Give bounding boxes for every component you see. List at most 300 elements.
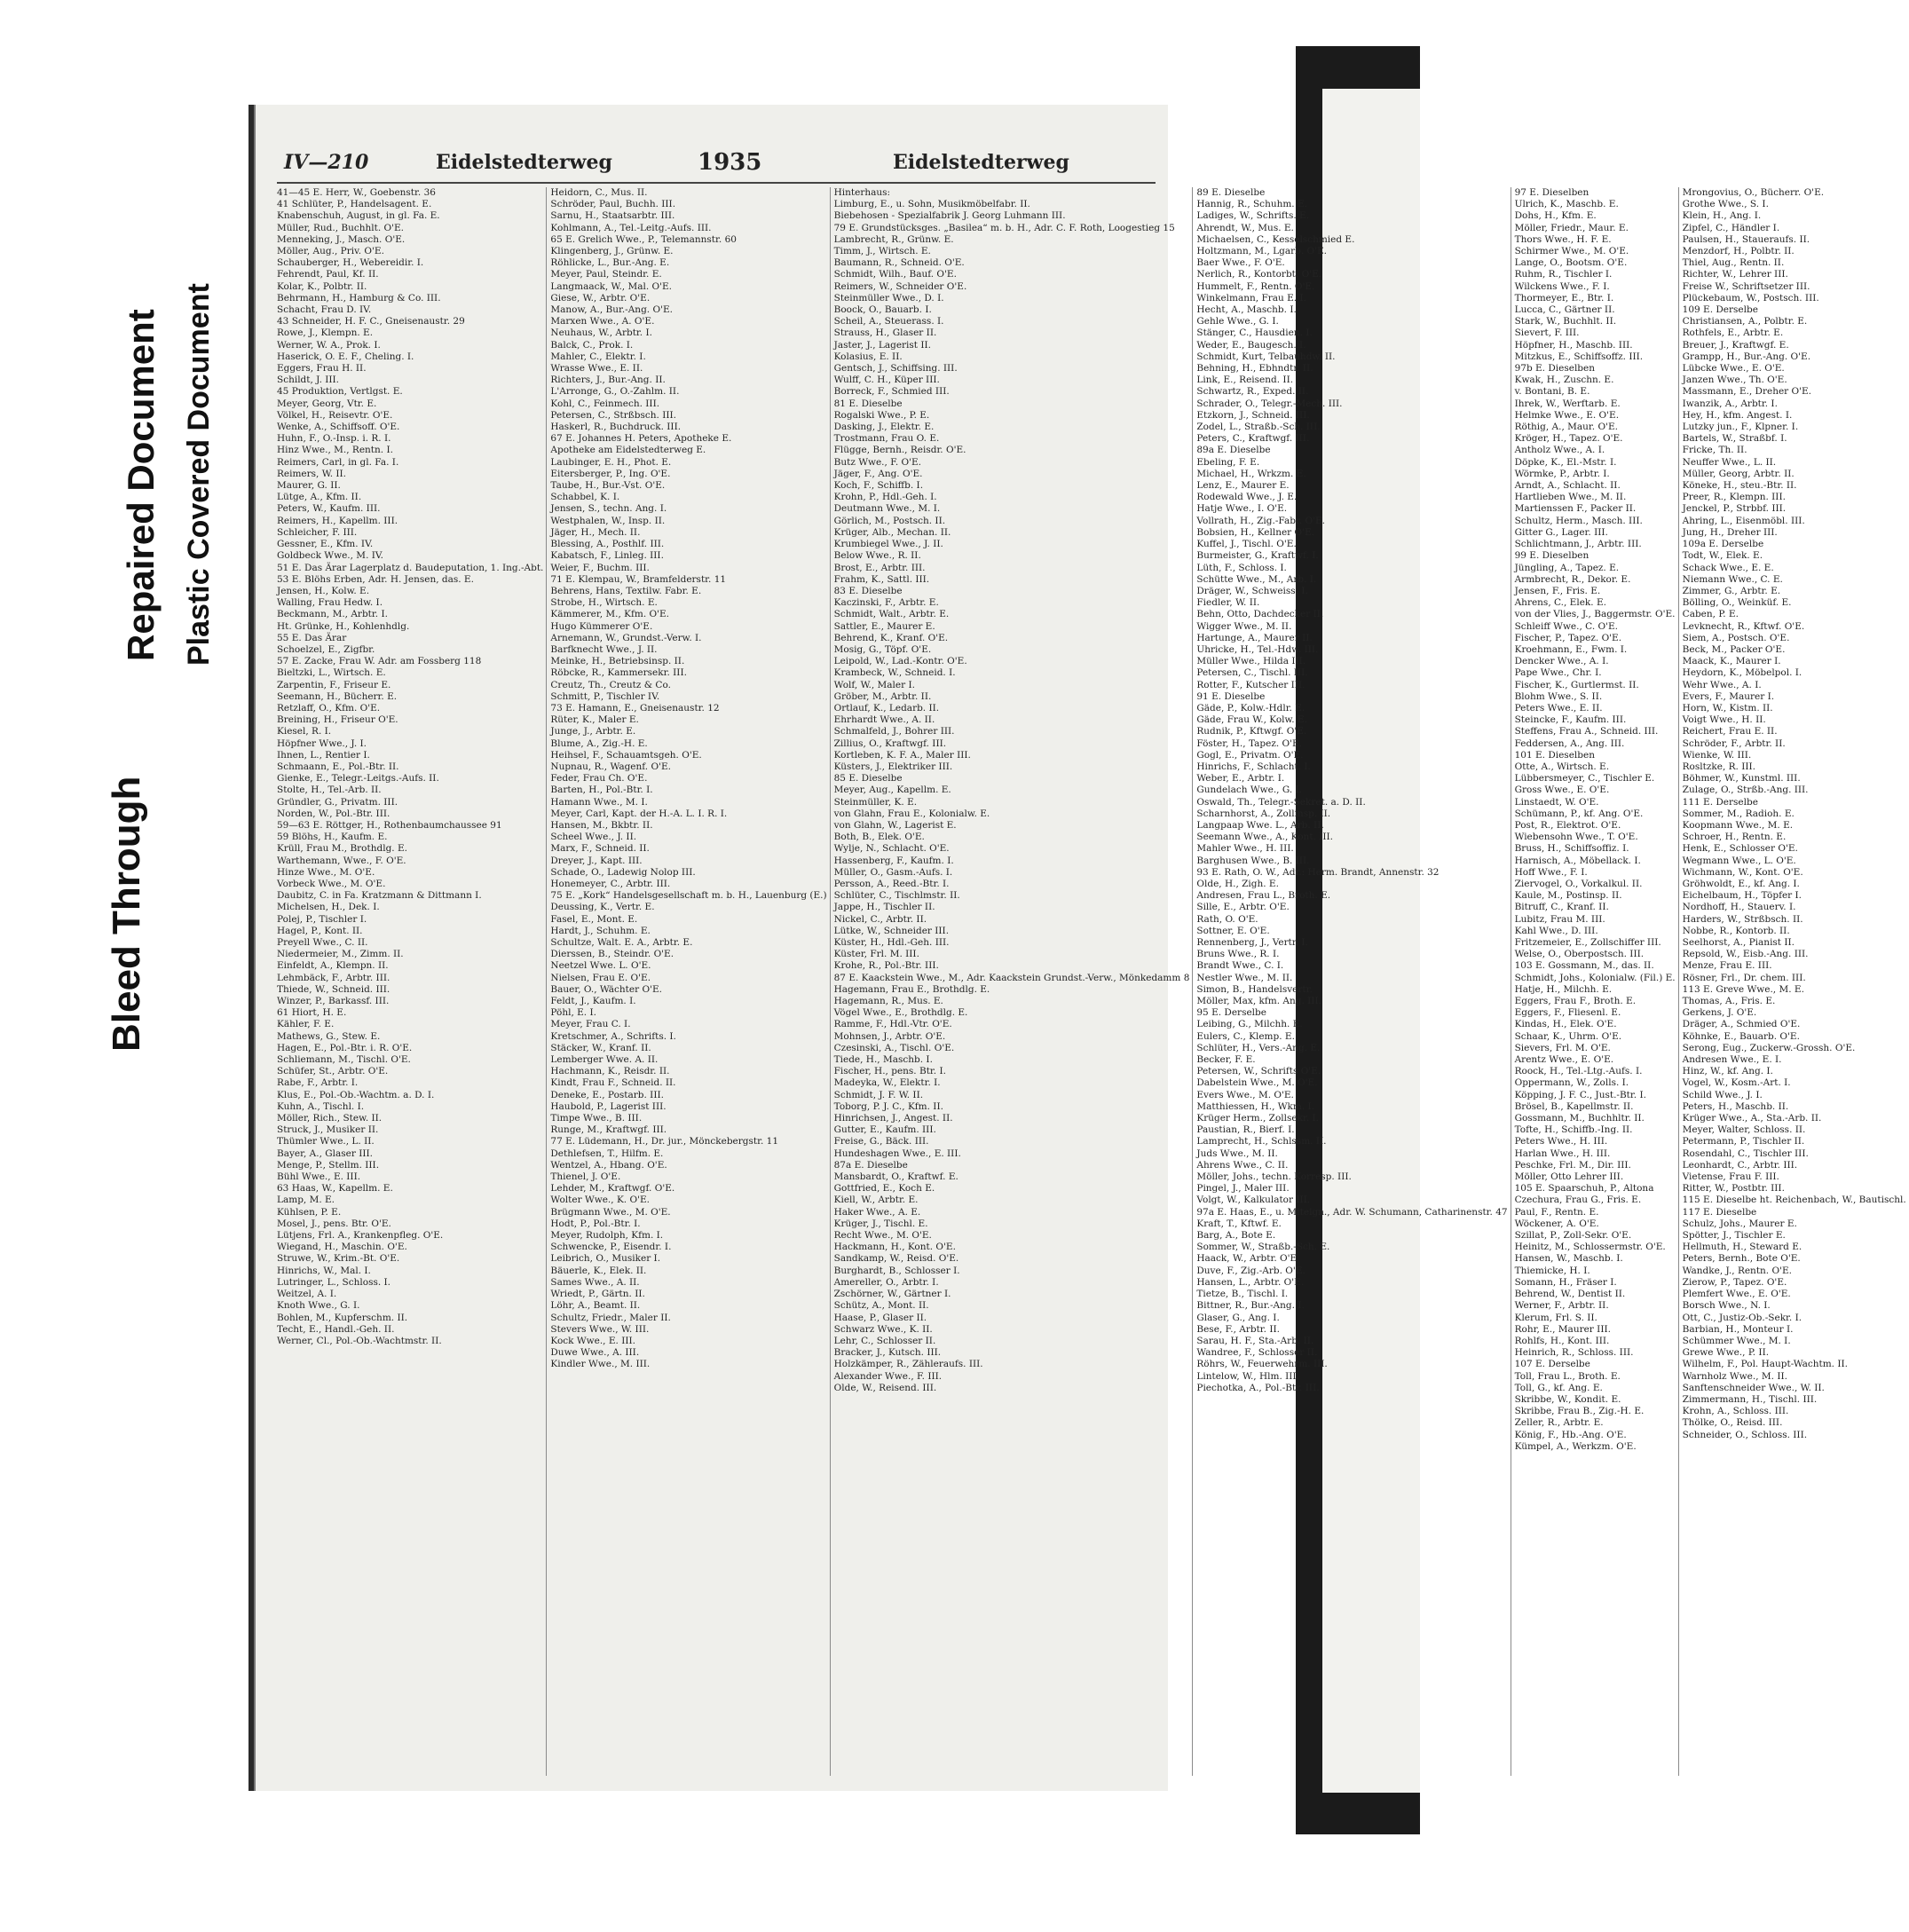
- directory-entry: Kaule, M., Postinsp. II.: [1514, 890, 1622, 902]
- directory-entry: Steincke, F., Kaufm. III.: [1514, 714, 1627, 726]
- directory-entry: 41—45 E. Herr, W., Goebenstr. 36: [277, 187, 436, 198]
- directory-entry: Techt, E., Handl.-Geh. II.: [277, 1323, 395, 1335]
- directory-entry: Taube, H., Bur.-Vst. O'E.: [550, 480, 666, 492]
- directory-entry: 111 E. Derselbe: [1682, 796, 1758, 808]
- directory-entry: Lintelow, W., Hlm. III.: [1196, 1370, 1299, 1382]
- directory-entry: Wiegand, H., Maschin. O'E.: [277, 1242, 407, 1253]
- directory-entry: Seemann Wwe., A., Kont. III.: [1196, 832, 1333, 843]
- directory-entry: Jaster, J., Lagerist II.: [833, 339, 931, 351]
- directory-entry: Sievers, Frl. M. O'E.: [1514, 1042, 1611, 1053]
- directory-entry: Thienel, J. O'E.: [550, 1171, 621, 1183]
- directory-entry: Jenckel, P., Strbbf. III.: [1682, 503, 1787, 515]
- directory-entry: 59—63 E. Röttger, H., Rothenbaumchaussee 91: [277, 819, 502, 831]
- directory-entry: Stolte, H., Tel.-Arb. II.: [277, 785, 382, 796]
- directory-entry: Reimers, W., Schneider O'E.: [833, 280, 967, 292]
- directory-entry: Lamprecht, H., Schlssm. II.: [1196, 1136, 1327, 1147]
- directory-entry: Möller, Johs., techn. Korresp. III.: [1196, 1171, 1352, 1183]
- street-heading-left: Eidelstedterweg: [436, 151, 612, 174]
- directory-entry: Holtzmann, M., Lgarb. O'E.: [1196, 246, 1328, 257]
- directory-entry: Gross Wwe., E. O'E.: [1514, 785, 1610, 796]
- directory-entry: Sarnu, H., Staatsarbtr. III.: [550, 210, 675, 222]
- directory-entry: Fischer, P., Tapez. O'E.: [1514, 632, 1622, 643]
- directory-entry: Ziervogel, O., Vorkalkul. II.: [1514, 878, 1643, 889]
- directory-entry: Wegmann Wwe., L. O'E.: [1682, 855, 1796, 866]
- directory-entry: Gröhwoldt, E., kf. Ang. I.: [1682, 878, 1800, 889]
- directory-entry: Gäde, P., Kolw.-Hdlr. E.: [1196, 702, 1306, 714]
- directory-entry: Behn, Otto, Dachdecker II.: [1196, 609, 1324, 620]
- directory-entry: Hackmann, H., Kont. O'E.: [833, 1242, 956, 1253]
- directory-entry: Wöckener, A. O'E.: [1514, 1218, 1599, 1229]
- directory-entry: Ahrens, C., Elek. E.: [1514, 597, 1606, 609]
- directory-entry: Köhnke, E., Bauarb. O'E.: [1682, 1030, 1800, 1042]
- directory-entry: Klerum, Frl. S. II.: [1514, 1312, 1597, 1323]
- header-rule: [277, 182, 1156, 184]
- directory-entry: Rowe, J., Klempn. E.: [277, 327, 374, 339]
- directory-entry: Wörmke, P., Arbtr. I.: [1514, 468, 1610, 479]
- directory-entry: Bruss, H., Schiffsoffiz. I.: [1514, 843, 1629, 855]
- directory-entry: Blohm Wwe., S. II.: [1514, 690, 1603, 702]
- directory-entry: Becker, F. E.: [1196, 1054, 1256, 1066]
- directory-entry: Gerkens, J. O'E.: [1682, 1007, 1757, 1019]
- directory-entry: Nielsen, Frau E. O'E.: [550, 972, 651, 983]
- directory-entry: Timm, J., Wirtsch. E.: [833, 246, 931, 257]
- directory-entry: Hartunge, A., Maurer II.: [1196, 632, 1313, 643]
- directory-entry: Löhr, A., Beamt. II.: [550, 1300, 641, 1312]
- directory-entry: Boock, O., Bauarb. I.: [833, 304, 932, 316]
- directory-entry: 67 E. Johannes H. Peters, Apotheke E.: [550, 433, 732, 445]
- directory-entry: Szillat, P., Zoll-Sekr. O'E.: [1514, 1230, 1632, 1242]
- directory-entry: Olde, W., Reisend. III.: [833, 1382, 937, 1393]
- directory-entry: 97b E. Dieselben: [1514, 363, 1596, 375]
- directory-entry: Schütz, A., Mont. II.: [833, 1300, 929, 1312]
- directory-entry: Vollrath, H., Zig.-Fabr. O'E.: [1196, 515, 1325, 526]
- directory-entry: Hinze Wwe., M. O'E.: [277, 866, 375, 878]
- directory-entry: Creutz, Th., Creutz & Co.: [550, 679, 671, 690]
- directory-entry: Matthiessen, H., Wkm. I.: [1196, 1100, 1315, 1112]
- directory-entry: Ritter, W., Postbtr. III.: [1682, 1183, 1785, 1195]
- directory-entry: Hinz Wwe., M., Rentn. I.: [277, 445, 393, 456]
- directory-entry: von Glahn, Frau E., Kolonialw. E.: [833, 808, 990, 819]
- directory-entry: Holzkämper, R., Zähleraufs. III.: [833, 1359, 983, 1370]
- directory-entry: Borreck, F., Schmied III.: [833, 386, 950, 398]
- directory-entry: Ihnen, L., Rentier I.: [277, 749, 370, 761]
- directory-entry: Weier, F., Buchm. III.: [550, 562, 650, 573]
- directory-entry: Einfeldt, A., Klempn. II.: [277, 960, 389, 972]
- directory-entry: Borsch Wwe., N. I.: [1682, 1300, 1771, 1312]
- directory-entry: Schmidt, Walt., Arbtr. E.: [833, 609, 950, 620]
- page-number: IV—210: [284, 151, 369, 174]
- directory-entry: Lemberger Wwe. A. II.: [550, 1054, 659, 1066]
- directory-entry: Runge, M., Kraftwgf. III.: [550, 1124, 667, 1136]
- directory-entry: Schleicher, F. III.: [277, 526, 358, 538]
- directory-entry: Wigger Wwe., M. II.: [1196, 620, 1292, 632]
- directory-entry: Giese, W., Arbtr. O'E.: [550, 292, 651, 304]
- directory-entry: Bieltzki, L., Wirtsch. E.: [277, 667, 386, 679]
- directory-entry: L'Arronge, G., O.-Zahlm. II.: [550, 386, 680, 398]
- directory-entry: Wylje, N., Schlacht. O'E.: [833, 843, 950, 855]
- directory-entry: Eulers, C., Klemp. E.: [1196, 1030, 1295, 1042]
- directory-entry: Krohe, R., Pol.-Btr. III.: [833, 960, 939, 972]
- directory-entry: Leonhardt, C., Arbtr. III.: [1682, 1159, 1798, 1171]
- directory-entry: Schmidt, Johs., Kolonialw. (Fil.) E.: [1514, 972, 1676, 983]
- directory-entry: Schack Wwe., E. E.: [1682, 562, 1774, 573]
- directory-entry: Tofte, H., Schiffb.-Ing. II.: [1514, 1124, 1633, 1136]
- directory-entry: Paulsen, H., Staueraufs. II.: [1682, 233, 1810, 245]
- directory-entry: Hatje, H., Milchh. E.: [1514, 983, 1613, 995]
- directory-entry: Dohs, H., Kfm. E.: [1514, 210, 1597, 222]
- directory-entry: Hannig, R., Schuhm. E.: [1196, 199, 1307, 210]
- directory-entry: Lütge, A., Kfm. II.: [277, 492, 362, 503]
- directory-entry: Gossmann, M., Buchhltr. II.: [1514, 1113, 1645, 1124]
- directory-entry: Henk, E., Schlosser O'E.: [1682, 843, 1798, 855]
- directory-entry: Retzlaff, O., Kfm. O'E.: [277, 702, 381, 714]
- directory-entry: 83 E. Dieselbe: [833, 585, 903, 596]
- directory-entry: Lenz, E., Maurer E.: [1196, 480, 1290, 492]
- directory-entry: Brandt Wwe., C. I.: [1196, 960, 1284, 972]
- directory-entry: 87a E. Dieselbe: [833, 1159, 908, 1171]
- directory-entry: Link, E., Reisend. II.: [1196, 375, 1294, 386]
- directory-column: [834, 187, 1194, 1776]
- directory-entry: Hinterhaus:: [833, 187, 891, 198]
- directory-entry: Kühlsen, P. E.: [277, 1206, 342, 1218]
- directory-entry: Röbcke, R., Kammersekr. III.: [550, 667, 687, 679]
- directory-entry: Feddersen, A., Ang. III.: [1514, 737, 1625, 749]
- directory-entry: Warthemann, Wwe., F. O'E.: [277, 855, 406, 866]
- directory-entry: Dethlefsen, T., Hilfm. E.: [550, 1147, 664, 1159]
- directory-entry: Fricke, Th. II.: [1682, 445, 1747, 456]
- directory-entry: Küsters, J., Elektriker III.: [833, 761, 953, 772]
- directory-entry: Hachmann, K., Reisdr. II.: [550, 1066, 670, 1077]
- directory-entry: Dasking, J., Elektr. E.: [833, 422, 935, 433]
- directory-entry: Glaser, G., Ang. I.: [1196, 1312, 1280, 1323]
- directory-entry: Heidorn, C., Mus. II.: [550, 187, 648, 198]
- directory-entry: Rogalski Wwe., P. E.: [833, 409, 930, 421]
- directory-entry: Möller, Aug., Priv. O'E.: [277, 246, 384, 257]
- directory-entry: Menneking, J., Masch. O'E.: [277, 233, 406, 245]
- directory-entry: Horn, W., Kistm. II.: [1682, 702, 1773, 714]
- directory-entry: Mathews, G., Stew. E.: [277, 1030, 381, 1042]
- directory-entry: Ahrens Wwe., C. II.: [1196, 1159, 1289, 1171]
- directory-entry: Röhlicke, L., Bur.-Ang. E.: [550, 257, 670, 269]
- directory-entry: Gentsch, J., Schiffsing. III.: [833, 363, 958, 375]
- directory-entry: Ladiges, W., Schrifts. E.: [1196, 210, 1310, 222]
- directory-entry: Eggers, Frau H. II.: [277, 363, 367, 375]
- directory-entry: Walling, Frau Hedw. I.: [277, 597, 383, 609]
- directory-entry: Leibing, G., Milchh. E.: [1196, 1019, 1303, 1030]
- directory-entry: Wolter Wwe., K. O'E.: [550, 1195, 650, 1206]
- directory-entry: Balck, C., Prok. I.: [550, 339, 634, 351]
- street-heading-right: Eidelstedterweg: [893, 151, 1069, 174]
- directory-entry: Fischer, H., pens. Btr. I.: [833, 1066, 946, 1077]
- directory-entry: Post, R., Elektrot. O'E.: [1514, 819, 1621, 831]
- directory-entry: Küster, Frl. M. III.: [833, 949, 919, 960]
- directory-entry: Koopmann Wwe., M. E.: [1682, 819, 1794, 831]
- directory-entry: Winkelmann, Frau E. I.: [1196, 292, 1306, 304]
- directory-entry: Lübcke Wwe., E. O'E.: [1682, 363, 1785, 375]
- directory-entry: Zodel, L., Straßb.-Sch. III.: [1196, 422, 1321, 433]
- directory-entry: Czesinski, A., Tischl. O'E.: [833, 1042, 955, 1053]
- directory-entry: Lutringer, L., Schloss. I.: [277, 1276, 391, 1288]
- directory-entry: 51 E. Das Ärar Lagerplatz d. Baudeputation, 1. Ing.-Abt.: [277, 562, 544, 573]
- directory-entry: Möller, Rich., Stew. II.: [277, 1113, 383, 1124]
- directory-entry: Schmidt, Wilh., Bauf. O'E.: [833, 269, 957, 280]
- directory-entry: Paustian, R., Bierf. I.: [1196, 1124, 1295, 1136]
- directory-entry: Krohn, P., Hdl.-Geh. I.: [833, 492, 937, 503]
- directory-entry: Lucca, C., Gärtner II.: [1514, 304, 1615, 316]
- directory-entry: Nerlich, R., Kontorbt. O'E.: [1196, 269, 1322, 280]
- directory-entry: Dräger, W., Schweiss. I.: [1196, 585, 1308, 596]
- directory-entry: König, F., Hb.-Ang. O'E.: [1514, 1429, 1627, 1440]
- directory-entry: Bühl Wwe., E. III.: [277, 1171, 361, 1183]
- directory-entry: Eggers, Frau F., Broth. E.: [1514, 996, 1637, 1007]
- directory-entry: Schauberger, H., Webereidir. I.: [277, 257, 424, 269]
- directory-entry: Evers, F., Maurer I.: [1682, 690, 1775, 702]
- directory-entry: Schleiff Wwe., C. O'E.: [1514, 620, 1618, 632]
- directory-entry: Ehrhardt Wwe., A. II.: [833, 714, 935, 726]
- directory-entry: Hummelt, F., Rentn. O'E.: [1196, 280, 1315, 292]
- directory-entry: Haase, P., Glaser II.: [833, 1312, 927, 1323]
- directory-entry: Sames Wwe., A. II.: [550, 1276, 640, 1288]
- directory-entry: Rohlfs, H., Kont. III.: [1514, 1335, 1610, 1346]
- directory-entry: 113 E. Greve Wwe., M. E.: [1682, 983, 1804, 995]
- directory-entry: Köpping, J. F. C., Just.-Btr. I.: [1514, 1089, 1646, 1100]
- directory-entry: Richter, W., Lehrer III.: [1682, 269, 1788, 280]
- directory-entry: Fischer, K., Gurtlermst. II.: [1514, 679, 1639, 690]
- directory-entry: Kohlmann, A., Tel.-Leitg.-Aufs. III.: [550, 222, 712, 233]
- directory-entry: Hinz, W., kf. Ang. I.: [1682, 1066, 1773, 1077]
- directory-entry: Uhricke, H., Tel.-Hdw. III.: [1196, 643, 1319, 655]
- directory-entry: 45 Produktion, Vertlgst. E.: [277, 386, 403, 398]
- directory-entry: Zulage, O., Strßb.-Ang. III.: [1682, 785, 1809, 796]
- directory-entry: 107 E. Derselbe: [1514, 1359, 1590, 1370]
- directory-entry: Czechura, Frau G., Fris. E.: [1514, 1195, 1642, 1206]
- directory-entry: Zschörner, W., Gärtner I.: [833, 1289, 951, 1300]
- directory-entry: Behrend, W., Dentist II.: [1514, 1289, 1626, 1300]
- directory-entry: Andresen Wwe., E. I.: [1682, 1054, 1782, 1066]
- directory-entry: Hellmuth, H., Steward E.: [1682, 1242, 1803, 1253]
- directory-entry: Flügge, Bernh., Reisdr. O'E.: [833, 445, 966, 456]
- directory-column: [1683, 187, 1909, 1776]
- directory-entry: Schoelzel, E., Zigfbr.: [277, 643, 375, 655]
- directory-entry: Wrasse Wwe., E. II.: [550, 363, 643, 375]
- directory-entry: Oppermann, W., Zolls. I.: [1514, 1077, 1629, 1089]
- directory-entry: Goldbeck Wwe., M. IV.: [277, 550, 383, 562]
- directory-entry: Trostmann, Frau O. E.: [833, 433, 940, 445]
- directory-entry: Kümpel, A., Werkzm. O'E.: [1514, 1440, 1637, 1452]
- directory-entry: Ahrendt, W., Mus. E.: [1196, 222, 1294, 233]
- directory-entry: Schmaann, E., Pol.-Btr. II.: [277, 761, 399, 772]
- directory-entry: Stark, W., Buchhlt. II.: [1514, 316, 1617, 327]
- directory-entry: Schwencke, P., Eisendr. I.: [550, 1242, 672, 1253]
- directory-entry: Baer Wwe., F. O'E.: [1196, 257, 1285, 269]
- directory-entry: Tiede, H., Maschb. I.: [833, 1054, 933, 1066]
- directory-entry: Küster, H., Hdl.-Geh. III.: [833, 937, 950, 948]
- directory-entry: Iwanzik, A., Arbtr. I.: [1682, 398, 1778, 409]
- directory-entry: Behrens, Hans, Textilw. Fabr. E.: [550, 585, 702, 596]
- directory-entry: Hagemann, Frau E., Brothdlg. E.: [833, 983, 990, 995]
- directory-page: [248, 105, 1906, 1791]
- directory-entry: Laubinger, E. H., Phot. E.: [550, 456, 672, 468]
- directory-entry: Wilhelm, F., Pol. Haupt-Wachtm. II.: [1682, 1359, 1848, 1370]
- directory-entry: Schümmer Wwe., M. I.: [1682, 1335, 1791, 1346]
- directory-entry: Peters, C., Kraftwgf. III.: [1196, 433, 1310, 445]
- directory-entry: Ebeling, F. E.: [1196, 456, 1260, 468]
- directory-entry: Schliemann, M., Tischl. O'E.: [277, 1054, 411, 1066]
- directory-entry: Skribbe, W., Kondit. E.: [1514, 1393, 1621, 1405]
- directory-entry: Steffens, Frau A., Schneid. III.: [1514, 726, 1659, 737]
- directory-entry: Bitruff, C., Kranf. II.: [1514, 902, 1609, 913]
- directory-entry: Pingel, J., Maler III.: [1196, 1183, 1290, 1195]
- directory-entry: Eichelbaum, H., Töpfer I.: [1682, 890, 1803, 902]
- directory-entry: 75 E. „Kork“ Handelsgesellschaft m. b. H., Lauenburg (E.): [550, 890, 827, 902]
- directory-entry: Barg, A., Bote E.: [1196, 1230, 1276, 1242]
- directory-entry: Sattler, E., Maurer E.: [833, 620, 935, 632]
- directory-entry: Möller, Otto Lehrer III.: [1514, 1171, 1624, 1183]
- directory-entry: Michaelsen, C., Kesselschmied E.: [1196, 233, 1355, 245]
- directory-entry: Thormeyer, E., Btr. I.: [1514, 292, 1614, 304]
- directory-entry: Meyer, Frau C. I.: [550, 1019, 631, 1030]
- directory-entry: Behrmann, H., Hamburg & Co. III.: [277, 292, 441, 304]
- directory-entry: Paul, F., Rentn. E.: [1514, 1206, 1599, 1218]
- directory-entry: Brösel, B., Kapellmstr. II.: [1514, 1100, 1634, 1112]
- directory-entry: Haker Wwe., A. E.: [833, 1206, 921, 1218]
- directory-entry: 43 Schneider, H. F. C., Gneisenaustr. 29: [277, 316, 465, 327]
- directory-entry: Limburg, E., u. Sohn, Musikmöbelfabr. II.: [833, 199, 1030, 210]
- directory-entry: Wichmann, W., Kont. O'E.: [1682, 866, 1803, 878]
- directory-entry: Polej, P., Tischler I.: [277, 913, 367, 925]
- directory-entry: Maurer, G. II.: [277, 480, 341, 492]
- directory-entry: Jensen, S., techn. Ang. I.: [550, 503, 667, 515]
- directory-entry: Rodewald Wwe., J. E.: [1196, 492, 1298, 503]
- directory-entry: Peters, H., Maschb. II.: [1682, 1100, 1789, 1112]
- directory-entry: Repsold, W., Eisb.-Ang. III.: [1682, 949, 1809, 960]
- plastic-covered-label: Plastic Covered Document: [182, 283, 216, 666]
- directory-entry: Krumbiegel Wwe., J. II.: [833, 539, 943, 550]
- directory-entry: Feldt, J., Kaufm. I.: [550, 996, 636, 1007]
- directory-entry: Strauss, H., Glaser II.: [833, 327, 937, 339]
- directory-entry: Caben, P. E.: [1682, 609, 1739, 620]
- directory-entry: Schlichtmann, J., Arbtr. III.: [1514, 539, 1642, 550]
- directory-entry: Seelhorst, A., Pianist II.: [1682, 937, 1795, 948]
- directory-entry: Nupnau, R., Wagenf. O'E.: [550, 761, 671, 772]
- directory-entry: 99 E. Dieselben: [1514, 550, 1590, 562]
- directory-entry: 53 E. Blöhs Erben, Adr. H. Jensen, das. E.: [277, 573, 474, 585]
- directory-entry: Gitter G., Lager. III.: [1514, 526, 1608, 538]
- directory-entry: Hecht, A., Maschb. I.: [1196, 304, 1297, 316]
- directory-entry: Nestler Wwe., M. II.: [1196, 972, 1293, 983]
- directory-entry: Kindas, H., Elek. O'E.: [1514, 1019, 1617, 1030]
- directory-entry: Lüth, F., Schloss. I.: [1196, 562, 1287, 573]
- directory-entry: Beck, M., Packer O'E.: [1682, 643, 1786, 655]
- repaired-document-label: Repaired Document: [120, 309, 162, 661]
- directory-entry: Bese, F., Arbtr. II.: [1196, 1323, 1280, 1335]
- directory-entry: Bartels, W., Straßbf. I.: [1682, 433, 1787, 445]
- directory-entry: Thors Wwe., H. F. E.: [1514, 233, 1612, 245]
- directory-entry: v. Bontani, B. E.: [1514, 386, 1590, 398]
- directory-entry: Wriedt, P., Gärtn. II.: [550, 1289, 645, 1300]
- directory-entry: Dierssen, B., Steindr. O'E.: [550, 949, 674, 960]
- directory-entry: Döpke, K., El.-Mstr. I.: [1514, 456, 1617, 468]
- directory-entry: Meinke, H., Betriebsinsp. II.: [550, 656, 685, 667]
- directory-entry: Kolar, K., Polbtr. II.: [277, 280, 367, 292]
- directory-entry: Evers Wwe., M. O'E.: [1196, 1089, 1294, 1100]
- directory-entry: Hassenberg, F., Kaufm. I.: [833, 855, 954, 866]
- directory-entry: Freise, G., Bäck. III.: [833, 1136, 929, 1147]
- directory-entry: Deneke, E., Postarb. III.: [550, 1089, 664, 1100]
- directory-entry: Krüger Herm., Zollsekr. I.: [1196, 1113, 1319, 1124]
- directory-entry: Siem, A., Postsch. O'E.: [1682, 632, 1790, 643]
- directory-entry: Lütjens, Frl. A., Krankenpfleg. O'E.: [277, 1230, 444, 1242]
- year-heading: 1935: [698, 149, 762, 176]
- directory-entry: Blessing, A., Posthlf. III.: [550, 539, 665, 550]
- directory-entry: Honemeyer, C., Arbtr. III.: [550, 878, 671, 889]
- directory-entry: Jäger, H., Mech. II.: [550, 526, 641, 538]
- directory-entry: Heinitz, M., Schlossermstr. O'E.: [1514, 1242, 1666, 1253]
- directory-entry: Müller, O., Gasm.-Aufs. I.: [833, 866, 953, 878]
- directory-entry: Jüngling, A., Tapez. E.: [1514, 562, 1620, 573]
- directory-entry: Schroer, H., Rentn. E.: [1682, 832, 1787, 843]
- directory-entry: Dabelstein Wwe., M. O'E.: [1196, 1077, 1318, 1089]
- directory-entry: Levknecht, R., Kftwf. O'E.: [1682, 620, 1805, 632]
- directory-entry: Niemann Wwe., C. E.: [1682, 573, 1783, 585]
- directory-entry: Dräger, A., Schmied O'E.: [1682, 1019, 1801, 1030]
- directory-entry: Pöhl, E. I.: [550, 1007, 596, 1019]
- directory-entry: Volgt, W., Kalkulator III.: [1196, 1195, 1311, 1206]
- directory-entry: Helmke Wwe., E. O'E.: [1514, 409, 1620, 421]
- directory-entry: Rabe, F., Arbtr. I.: [277, 1077, 359, 1089]
- directory-entry: Zillius, O., Kraftwgf. III.: [833, 737, 947, 749]
- directory-entry: Rath, O. O'E.: [1196, 913, 1258, 925]
- directory-entry: 97 E. Dieselben: [1514, 187, 1590, 198]
- directory-entry: Michael, H., Wrkzm. E.: [1196, 468, 1306, 479]
- directory-entry: Kuffel, J., Tischl. O'E.: [1196, 539, 1297, 550]
- directory-entry: Ott, C., Justiz-Ob.-Sekr. I.: [1682, 1312, 1803, 1323]
- directory-entry: Fritzemeier, E., Zollschiffer III.: [1514, 937, 1661, 948]
- directory-entry: Thiemicke, H. I.: [1514, 1265, 1590, 1276]
- directory-entry: 61 Hiort, H. E.: [277, 1007, 347, 1019]
- directory-entry: Gessner, E., Kfm. IV.: [277, 539, 374, 550]
- directory-entry: Andresen, Frau L., Broth. E.: [1196, 890, 1331, 902]
- directory-entry: Schröder, F., Arbtr. II.: [1682, 737, 1786, 749]
- directory-entry: Gundelach Wwe., G. I.: [1196, 785, 1303, 796]
- directory-entry: Burghardt, B., Schlosser I.: [833, 1265, 960, 1276]
- directory-entry: Eggers, F., Fliesenl. E.: [1514, 1007, 1621, 1019]
- directory-entry: Sille, E., Arbtr. O'E.: [1196, 902, 1290, 913]
- directory-entry: Hinrichsen, J., Angest. II.: [833, 1113, 953, 1124]
- directory-entry: Schwartz, R., Exped. II.: [1196, 386, 1309, 398]
- directory-entry: Amereller, O., Arbtr. I.: [833, 1276, 939, 1288]
- directory-entry: Klein, H., Ang. I.: [1682, 210, 1762, 222]
- directory-entry: Ihrek, W., Werftarb. E.: [1514, 398, 1621, 409]
- directory-entry: Hartlieben Wwe., M. II.: [1514, 492, 1627, 503]
- directory-entry: Schaar, K., Uhrm. O'E.: [1514, 1030, 1622, 1042]
- directory-entry: 115 E. Dieselbe ht. Reichenbach, W., Bautischl.: [1682, 1195, 1906, 1206]
- directory-entry: Lehr, C., Schlosser II.: [833, 1335, 936, 1346]
- directory-entry: Spötter, J., Tischler E.: [1682, 1230, 1786, 1242]
- directory-entry: Möller, Max, kfm. Ang. III.: [1196, 996, 1321, 1007]
- directory-entry: Wenke, A., Schiffsoff. O'E.: [277, 422, 400, 433]
- directory-entry: Koch, F., Schiffb. I.: [833, 480, 924, 492]
- directory-entry: Bobsien, H., Kellner O'E.: [1196, 526, 1315, 538]
- directory-entry: Harnisch, A., Möbellack. I.: [1514, 855, 1641, 866]
- directory-entry: Grothe Wwe., S. I.: [1682, 199, 1769, 210]
- directory-entry: Krüll, Frau M., Brothdlg. E.: [277, 843, 407, 855]
- directory-entry: Vietense, Frau F. III.: [1682, 1171, 1779, 1183]
- directory-entry: Gienke, E., Telegr.-Leitgs.-Aufs. II.: [277, 773, 439, 785]
- directory-entry: Schabbel, K. I.: [550, 492, 620, 503]
- directory-entry: Krambeck, W., Schneid. I.: [833, 667, 956, 679]
- directory-entry: Sottner, E. O'E.: [1196, 925, 1270, 936]
